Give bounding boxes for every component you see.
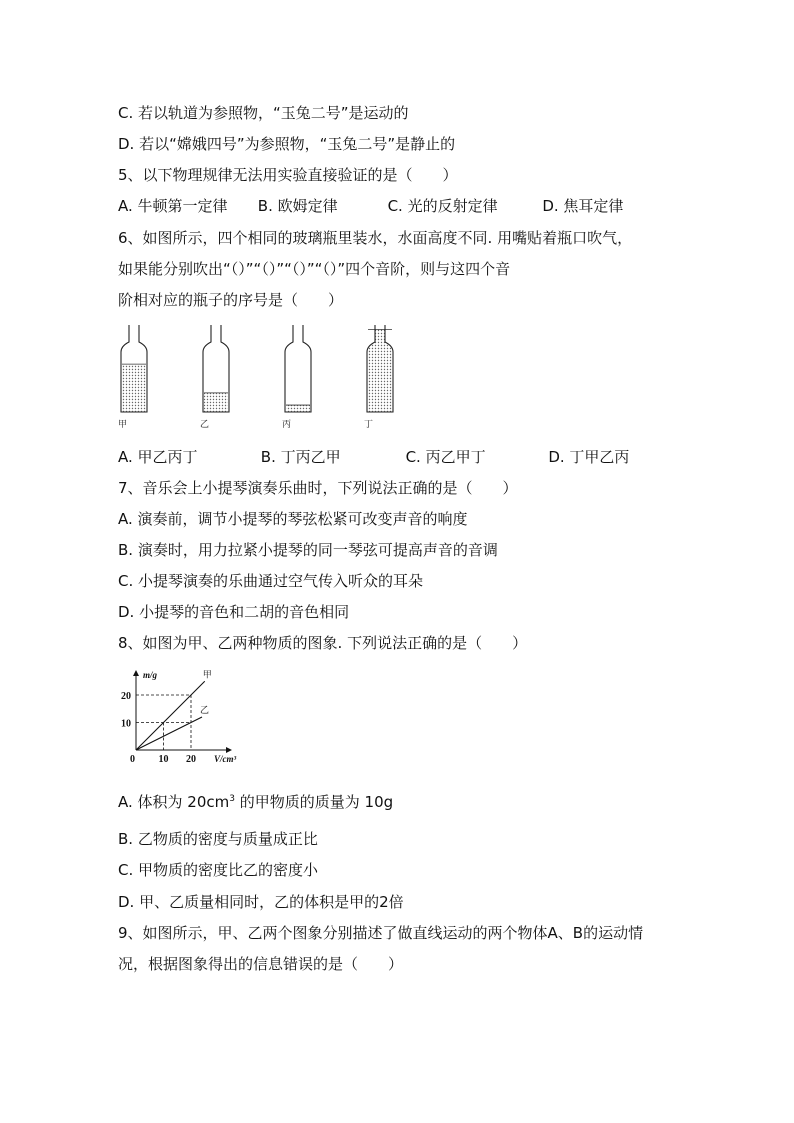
x-axis-label: V/cm³ [214, 754, 237, 764]
bottle-water-丙 [286, 405, 310, 412]
question-9-line-1: 9、如图所示，甲、乙两个图象分别描述了做直线运动的两个物体A、B的运动情 [118, 924, 644, 942]
q7-option-c: C. 小提琴演奏的乐曲通过空气传入听众的耳朵 [118, 572, 424, 590]
q7-option-d: D. 小提琴的音色和二胡的音色相同 [118, 603, 350, 621]
bottle-丙 [285, 325, 311, 412]
series-label-乙: 乙 [200, 705, 210, 715]
q5-option-d: D. 焦耳定律 [542, 197, 624, 215]
x-tick-20: 20 [186, 754, 196, 765]
series-line-乙 [136, 717, 202, 750]
q8-option-c: C. 甲物质的密度比乙的密度小 [118, 861, 319, 879]
q4-option-c: C. 若以轨道为参照物，“玉兔二号”是运动的 [118, 104, 409, 122]
q6-options [118, 447, 629, 467]
q4-option-d: D. 若以“嫦娥四号”为参照物，“玉兔二号”是静止的 [118, 135, 456, 153]
q7-option-a: A. 演奏前，调节小提琴的琴弦松紧可改变声音的响度 [118, 510, 468, 528]
bottles-figure [113, 320, 413, 432]
q8-option-a-text-2: 的甲物质的质量为 10g [234, 793, 394, 811]
q8-option-b: B. 乙物质的密度与质量成正比 [118, 830, 318, 848]
x-axis-arrow [226, 747, 232, 753]
y-axis-label: m/g [143, 670, 158, 680]
bottle-water-乙 [204, 393, 228, 412]
q5-option-b: B. 欧姆定律 [257, 197, 338, 215]
question-5: 5、以下物理规律无法用实验直接验证的是（ ） [118, 166, 458, 184]
x-tick-10: 10 [158, 754, 169, 765]
q8-option-a [118, 792, 393, 812]
q5-options [118, 196, 623, 216]
y-tick-20: 20 [121, 691, 131, 702]
q8-option-d: D. 甲、乙质量相同时，乙的体积是甲的2倍 [118, 893, 404, 911]
question-6-line-1: 6、如图所示，四个相同的玻璃瓶里装水，水面高度不同. 用嘴贴着瓶口吹气， [118, 229, 633, 247]
bottle-label-乙: 乙 [200, 419, 210, 429]
q5-option-c: C. 光的反射定律 [387, 197, 498, 215]
question-7: 7、音乐会上小提琴演奏乐曲时，下列说法正确的是（ ） [118, 479, 518, 497]
series-line-甲 [136, 681, 205, 750]
q6-option-d: D. 丁甲乙丙 [548, 448, 630, 466]
q6-option-a: A. 甲乙丙丁 [118, 448, 198, 466]
q5-option-a: A. 牛顿第一定律 [118, 197, 228, 215]
bottle-water-甲 [119, 364, 149, 412]
series-label-甲: 甲 [202, 669, 212, 680]
q6-option-b: B. 丁丙乙甲 [260, 448, 341, 466]
bottle-label-丁: 丁 [364, 419, 374, 429]
mass-volume-chart [118, 666, 258, 770]
question-9-line-2: 况，根据图象得出的信息错误的是（ ） [118, 955, 404, 973]
q8-option-a-text: A. 体积为 20cm [118, 793, 230, 811]
question-8: 8、如图为甲、乙两种物质的图象. 下列说法正确的是（ ） [118, 634, 528, 652]
y-axis-arrow [133, 670, 139, 676]
q6-option-c: C. 丙乙甲丁 [405, 448, 486, 466]
bottle-water-丁 [365, 329, 395, 412]
question-6-line-2: 如果能分别吹出“（）”“（）”“（）”“（）”四个音阶，则与这四个音 [118, 260, 511, 278]
bottle-label-甲: 甲 [118, 419, 128, 429]
q8-option-a-sup: 3 [229, 794, 235, 804]
q7-option-b: B. 演奏时，用力拉紧小提琴的同一琴弦可提高声音的音调 [118, 541, 498, 559]
x-tick-0: 0 [130, 754, 135, 765]
bottle-label-丙: 丙 [282, 419, 292, 429]
y-tick-10: 10 [121, 718, 131, 730]
question-6-line-3: 阶相对应的瓶子的序号是（ ） [118, 291, 344, 309]
